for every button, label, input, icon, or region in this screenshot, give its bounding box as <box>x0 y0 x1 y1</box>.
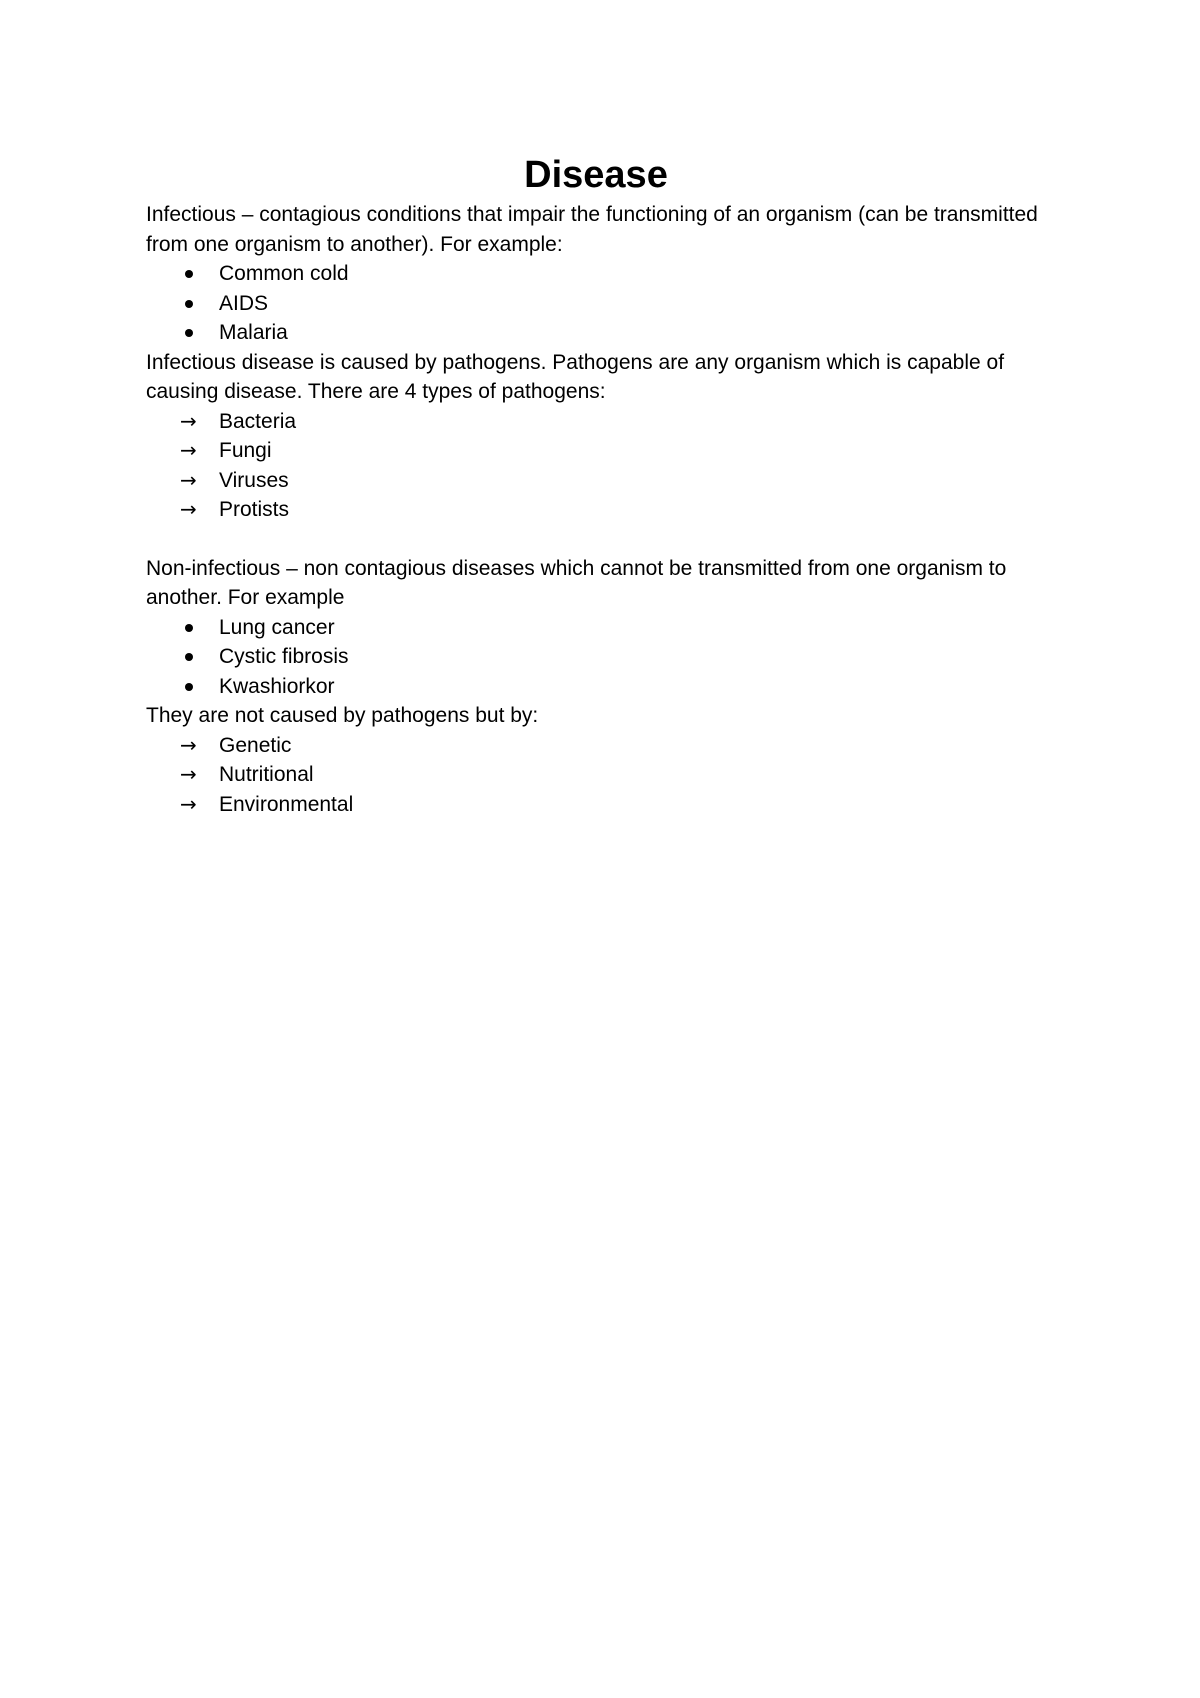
cause-description: They are not caused by pathogens but by: <box>146 704 539 727</box>
non-infectious-intro: Non-infectious – non contagious diseases which cannot be transmitted from one organism to another. For example <box>146 556 1007 609</box>
bullet-dot-icon <box>185 653 193 661</box>
right-arrow-icon: → <box>180 791 197 816</box>
list-item-label: Nutritional <box>219 763 314 786</box>
list-item <box>146 642 1046 672</box>
list-item <box>146 613 1046 643</box>
infectious-intro: Infectious – contagious conditions that impair the functioning of an organism (can be transmitted from one organism to another). For example: <box>146 203 1038 256</box>
pathogen-types-list <box>146 407 1046 525</box>
list-item-label: AIDS <box>219 291 269 315</box>
list-item-label: Common cold <box>219 262 349 285</box>
list-item <box>146 318 1046 348</box>
right-arrow-icon: → <box>180 467 197 492</box>
list-item-label: Viruses <box>219 468 289 492</box>
pathogen-description: Infectious disease is caused by pathogens. Pathogens are any organism which is capable of causing disease. There are 4 types of pathogens: <box>146 350 1005 403</box>
list-item-label: Lung cancer <box>219 615 335 639</box>
non-infectious-examples-list <box>146 613 1046 702</box>
bullet-dot-icon <box>185 300 193 308</box>
list-item-label: Protists <box>219 498 290 521</box>
right-arrow-icon: → <box>180 438 197 462</box>
list-item <box>146 731 1046 761</box>
list-item <box>146 495 1046 525</box>
bullet-dot-icon <box>185 624 193 632</box>
list-item-label: Genetic <box>219 733 292 757</box>
list-item-label: Kwashiorkor <box>219 674 335 698</box>
list-item-label: Cystic fibrosis <box>219 645 349 668</box>
list-item <box>146 259 1046 289</box>
bullet-dot-icon <box>185 683 193 691</box>
list-item-label: Fungi <box>219 439 272 462</box>
list-item <box>146 672 1046 702</box>
right-arrow-icon: → <box>180 762 197 786</box>
list-item <box>146 790 1046 820</box>
paragraph-spacer <box>146 525 1046 554</box>
cause-types-list <box>146 731 1046 820</box>
list-item <box>146 407 1046 437</box>
list-item-label: Malaria <box>219 321 288 344</box>
list-item <box>146 289 1046 319</box>
document-content <box>146 150 1046 819</box>
right-arrow-icon: → <box>180 408 197 433</box>
list-item-label: Environmental <box>219 792 354 816</box>
list-item <box>146 760 1046 790</box>
bullet-dot-icon <box>185 270 193 278</box>
page-title: Disease <box>524 154 668 196</box>
right-arrow-icon: → <box>180 497 197 521</box>
infectious-examples-list <box>146 259 1046 348</box>
list-item <box>146 436 1046 466</box>
list-item-label: Bacteria <box>219 409 297 433</box>
right-arrow-icon: → <box>180 732 197 757</box>
bullet-dot-icon <box>185 329 193 337</box>
list-item <box>146 466 1046 496</box>
